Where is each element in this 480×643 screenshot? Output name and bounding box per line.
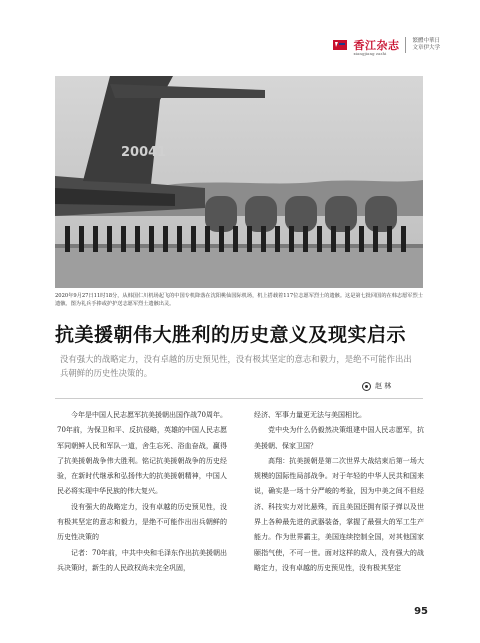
body-paragraph: 没有强大的战略定力，没有卓越的历史预见性，没有极其坚定的意志和毅力，是绝不可能作出出兵朝鲜的历史性决策的 xyxy=(57,502,227,542)
ceremony-photo-illustration xyxy=(55,76,423,288)
header-column-2: 文章伊大学 xyxy=(412,45,440,51)
article-title: 抗美援朝伟大胜利的历史意义及现实启示 xyxy=(55,324,407,346)
ceremony-photo xyxy=(55,76,423,288)
logo-name: 香江杂志 xyxy=(353,39,400,52)
page-number: 95 xyxy=(414,606,428,617)
author-marker-icon xyxy=(362,382,371,391)
author-name: 赵 林 xyxy=(375,382,392,390)
body-paragraph: 今年是中国人民志愿军抗美援朝出国作战70周年。70年前，为保卫和平、反抗侵略，英雄的中国人民志愿军同朝鲜人民和军队一道，舍生忘死、浴血奋战，赢得了抗美援朝战争伟大胜利。铭记抗美援朝战争的历史经验，在新时代继承和弘扬伟大的抗美援朝精神，中国人民必将实现中华民族的伟大复兴。 xyxy=(57,411,227,496)
article-author xyxy=(362,381,391,391)
photo-caption: 2020年9月27日11时18分，从韩国仁川机场起飞的中国专机降落在沈阳桃仙国际机场，机上搭载着117位志愿军烈士的遗骸。这是第七批回国的在韩志愿军烈士遗骸。图为礼兵手捧或护护送志愿军烈士遗骸出灵。 xyxy=(55,293,423,307)
header-column-1: 繁體中華日 xyxy=(412,38,440,44)
body-paragraph: 记者：70年前，中共中央和毛泽东作出抗美援朝出兵决策时，新生的人民政权尚未完全巩固， xyxy=(57,548,227,572)
header-column-label xyxy=(412,38,440,52)
section-divider xyxy=(55,398,423,399)
header-divider xyxy=(405,37,406,53)
body-paragraph: 党中央为什么仍毅然决策组建中国人民志愿军，抗美援朝、保家卫国？ xyxy=(254,426,424,450)
magazine-logo xyxy=(353,34,399,56)
magazine-emblem-icon xyxy=(333,38,347,52)
magazine-header xyxy=(333,34,440,56)
body-column-right xyxy=(254,408,424,576)
body-paragraph: 高翔：抗美援朝是第二次世界大战结束后第一场大规模的国际性局部战争。对于年轻的中华人民共和国来说，确实是一场十分严峻的考验，因为中美之间不但经济、科技实力对比悬殊，而且美国还拥有原子弹以及世界上各种最先进的武器装备，掌握了最强大的军工生产能力。作为世界霸主，美国连续控制全国，对其他国家颐指气使，不可一世。面对这样的敌人，没有强大的战略定力，没有卓越的历史预见性，没有极其坚定 xyxy=(254,456,424,572)
tail-number: 20041 xyxy=(121,145,167,160)
logo-sub: xiangjiang zazhi xyxy=(353,51,387,56)
body-paragraph: 经济、军事力量更无法与美国相比。 xyxy=(254,411,366,419)
body-column-left xyxy=(57,408,227,576)
article-subtitle: 没有强大的战略定力，没有卓越的历史预见性，没有极其坚定的意志和毅力，是绝不可能作出出兵朝鲜的历史性决策的。 xyxy=(60,354,412,378)
